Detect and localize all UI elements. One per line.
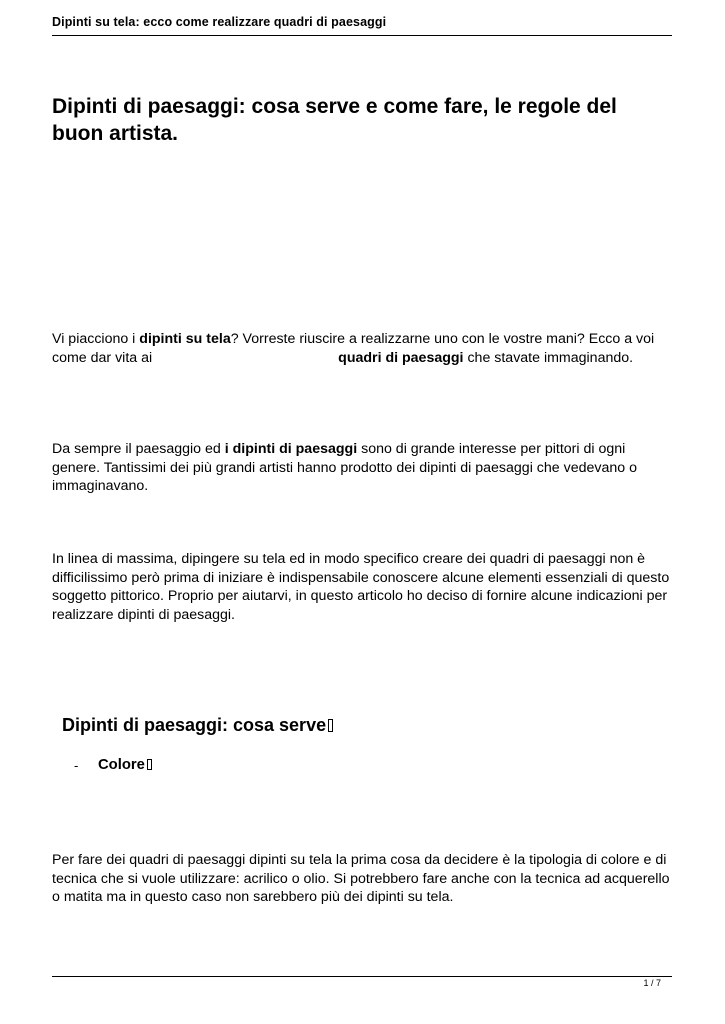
list-item-colore [98, 757, 152, 773]
article-title-line-1: Dipinti di paesaggi: cosa serve e come fare, le regole del [52, 95, 617, 118]
intro-bold-dipinti-su-tela: dipinti su tela [139, 331, 231, 347]
history-text-1: Da sempre il paesaggio ed [52, 441, 225, 457]
list-item-label: Colore [98, 757, 145, 773]
list-bullet-dash: - [74, 758, 79, 773]
intro-paragraph [52, 330, 674, 367]
intro-text-2: ? Vorreste riuscire a realizzarne uno con le vostre mani? Ecco a voi come dar vita ai [52, 331, 655, 366]
header-divider [52, 35, 672, 36]
intro-text-1: Vi piacciono i [52, 331, 140, 347]
history-paragraph [52, 440, 674, 496]
missing-glyph-icon [147, 759, 152, 770]
page-number: 1 / 7 [643, 978, 661, 988]
running-header: Dipinti su tela: ecco come realizzare quadri di paesaggi [52, 15, 387, 29]
intro-bold-quadri-di-paesaggi: quadri di paesaggi [338, 349, 464, 366]
section-heading [62, 714, 333, 736]
overview-paragraph: In linea di massima, dipingere su tela ed in modo specifico creare dei quadri di paesaggi non è difficilissimo però prima di iniziare è indispensabile conoscere alcune elementi essenziali di questo soggetto pittorico. Proprio per aiutarvi, in questo articolo ho deciso di fornire alcune indicazioni per realizzare dipinti di paesaggi. [52, 551, 670, 623]
color-paragraph: Per fare dei quadri di paesaggi dipinti su tela la prima cosa da decidere è la tipologia di colore e di tecnica che si vuole utilizzare: acrilico o olio. Si potrebbero fare anche con la tecnica ad acquerello o matita ma in questo caso non sarebbero più dei dipinti su tela. [52, 852, 670, 905]
footer-divider [52, 976, 672, 977]
article-title [52, 93, 672, 147]
article-title-line-2: buon artista. [52, 122, 179, 145]
history-text-2: sono di grande interesse per pittori di ogni genere. Tantissimi dei più grandi artisti hanno prodotto dei dipinti di paesaggi che vedevano o immaginavano. [52, 441, 637, 494]
missing-glyph-icon [328, 719, 333, 732]
section-heading-text: Dipinti di paesaggi: cosa serve [62, 715, 327, 735]
history-bold-i-dipinti-di-paesaggi: i dipinti di paesaggi [224, 441, 358, 457]
intro-text-3: che stavate immaginando. [463, 349, 634, 366]
